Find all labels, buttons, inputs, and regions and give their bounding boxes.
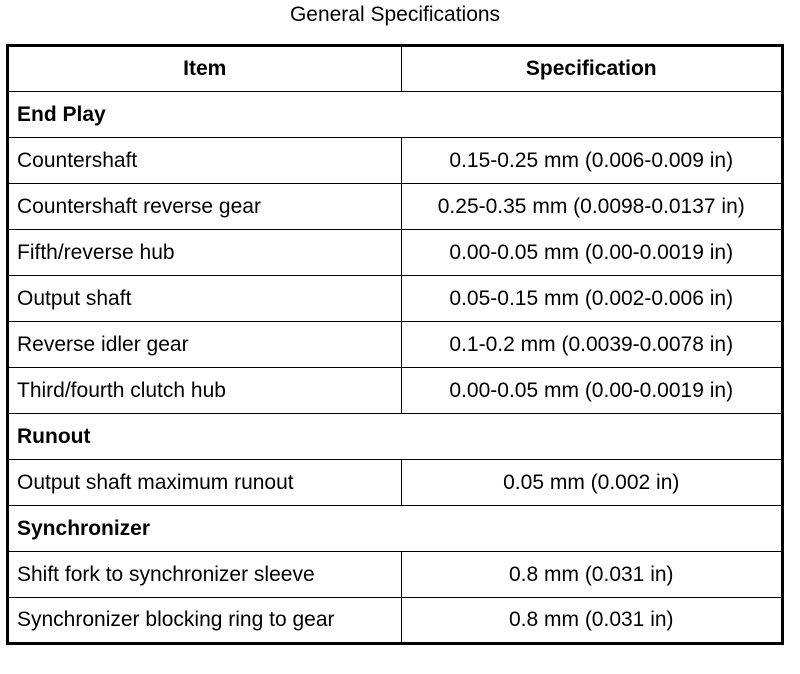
section-row [8,414,783,460]
table-row [8,138,783,184]
spec-cell: 0.15-0.25 mm (0.006-0.009 in) [401,138,782,184]
table-row [8,322,783,368]
item-cell: Output shaft [8,276,402,322]
spec-cell: 0.8 mm (0.031 in) [401,598,782,644]
item-cell: Shift fork to synchronizer sleeve [8,552,402,598]
spec-cell: 0.1-0.2 mm (0.0039-0.0078 in) [401,322,782,368]
table-row [8,368,783,414]
item-cell: Fifth/reverse hub [8,230,402,276]
spec-cell: 0.8 mm (0.031 in) [401,552,782,598]
spec-cell: 0.00-0.05 mm (0.00-0.0019 in) [401,230,782,276]
item-cell: Countershaft reverse gear [8,184,402,230]
section-title-runout: Runout [8,414,783,460]
page-title: General Specifications [289,3,501,26]
item-cell: Reverse idler gear [8,322,402,368]
table-row [8,230,783,276]
spec-cell: 0.25-0.35 mm (0.0098-0.0137 in) [401,184,782,230]
table-row [8,598,783,644]
spec-cell: 0.00-0.05 mm (0.00-0.0019 in) [401,368,782,414]
spec-cell: 0.05 mm (0.002 in) [401,460,782,506]
section-row [8,92,783,138]
item-cell: Third/fourth clutch hub [8,368,402,414]
specifications-table [6,44,784,645]
table-row [8,460,783,506]
section-row [8,506,783,552]
item-cell: Countershaft [8,138,402,184]
table-header-row [8,46,783,92]
item-cell: Synchronizer blocking ring to gear [8,598,402,644]
spec-cell: 0.05-0.15 mm (0.002-0.006 in) [401,276,782,322]
item-cell: Output shaft maximum runout [8,460,402,506]
table-row [8,276,783,322]
column-header-item: Item [8,46,402,92]
section-title-synchronizer: Synchronizer [8,506,783,552]
table-row [8,184,783,230]
column-header-specification: Specification [401,46,782,92]
section-title-end-play: End Play [8,92,783,138]
table-row [8,552,783,598]
